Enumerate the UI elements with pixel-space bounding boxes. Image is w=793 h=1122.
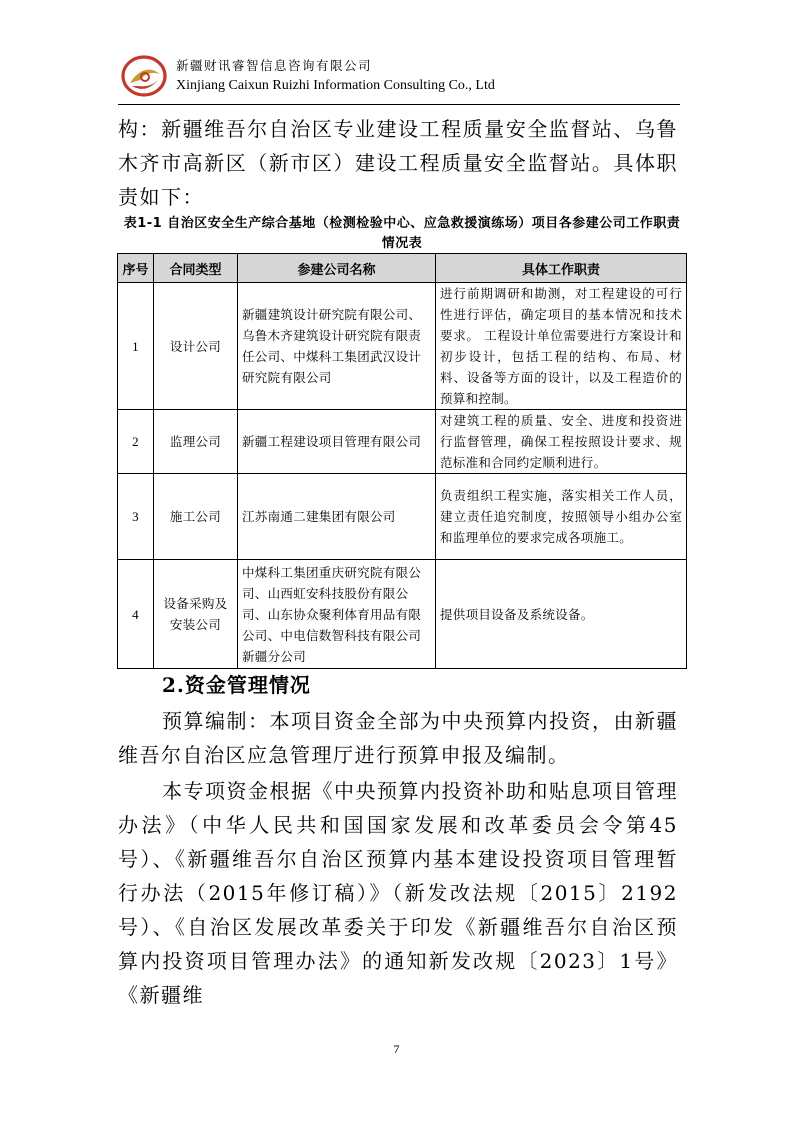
row-companies: 江苏南通二建集团有限公司: [238, 474, 436, 560]
row-contract-type: 设备采购及安装公司: [154, 560, 238, 669]
table-row: [118, 410, 687, 474]
company-logo-icon: [118, 50, 174, 102]
row-serial: 1: [118, 283, 154, 410]
row-companies: 新疆工程建设项目管理有限公司: [238, 410, 436, 474]
header-duties: 具体工作职责: [436, 254, 687, 283]
header-serial: 序号: [118, 254, 154, 283]
row-serial: 4: [118, 560, 154, 669]
table-caption: 表1-1 自治区安全生产综合基地（检测检验中心、应急救援演练场）项目各参建公司工作职责情况表: [123, 216, 681, 251]
table-row: [118, 560, 687, 669]
row-duties: 进行前期调研和勘测，对工程建设的可行性进行评估，确定项目的基本情况和技术要求。 工程设计单位需要进行方案设计和初步设计，包括工程的结构、布局、材料、设备等方面的设计，以及工程造价的预算和控制。: [436, 283, 687, 410]
row-duties: 提供项目设备及系统设备。: [436, 560, 687, 669]
row-companies: 中煤科工集团重庆研究院有限公司、山西虹安科技股份有限公司、山东协众聚利体育用品有限公司、中电信数智科技有限公司新疆分公司: [238, 560, 436, 669]
page-header: [118, 50, 678, 102]
funding-basis-paragraph: 本专项资金根据《中央预算内投资补助和贴息项目管理办法》（中华人民共和国国家发展和改革委员会令第45号）、《新疆维吾尔自治区预算内基本建设投资项目管理暂行办法（2015年修订稿）》（新发改法规〔2015〕2192号）、《自治区发展改革委关于印发《新疆维吾尔自治区预算内投资项目管理办法》的通知新发改规〔2023〕1号》《新疆维: [118, 779, 678, 1007]
row-duties: 负责组织工程实施，落实相关工作人员，建立责任追究制度，按照领导小组办公室和监理单位的要求完成各项施工。: [436, 474, 687, 560]
responsibility-table: [117, 253, 687, 669]
row-duties: 对建筑工程的质量、安全、进度和投资进行监督管理，确保工程按照设计要求、规范标准和合同约定顺利进行。: [436, 410, 687, 474]
table-row: [118, 474, 687, 560]
row-contract-type: 监理公司: [154, 410, 238, 474]
budget-paragraph: 预算编制：本项目资金全部为中央预算内投资，由新疆维吾尔自治区应急管理厅进行预算申报及编制。: [118, 709, 678, 767]
row-companies: 新疆建筑设计研究院有限公司、乌鲁木齐建筑设计研究院有限责任公司、中煤科工集团武汉设计研究院有限公司: [238, 283, 436, 410]
table-row: [118, 283, 687, 410]
intro-paragraph: 构：新疆维吾尔自治区专业建设工程质量安全监督站、乌鲁木齐市高新区（新市区）建设工程质量安全监督站。具体职责如下：: [118, 117, 678, 209]
company-name-en: Xinjiang Caixun Ruizhi Information Consulting Co., Ltd: [176, 78, 495, 93]
header-company-name: 参建公司名称: [238, 254, 436, 283]
page-number: 7: [393, 1042, 400, 1056]
company-name-cn: 新疆财讯睿智信息咨询有限公司: [176, 58, 373, 73]
header-divider: [118, 104, 680, 105]
row-contract-type: 设计公司: [154, 283, 238, 410]
section-title: 2.资金管理情况: [162, 673, 311, 697]
header-contract-type: 合同类型: [154, 254, 238, 283]
table-header-row: [118, 254, 687, 283]
row-serial: 3: [118, 474, 154, 560]
row-contract-type: 施工公司: [154, 474, 238, 560]
row-serial: 2: [118, 410, 154, 474]
